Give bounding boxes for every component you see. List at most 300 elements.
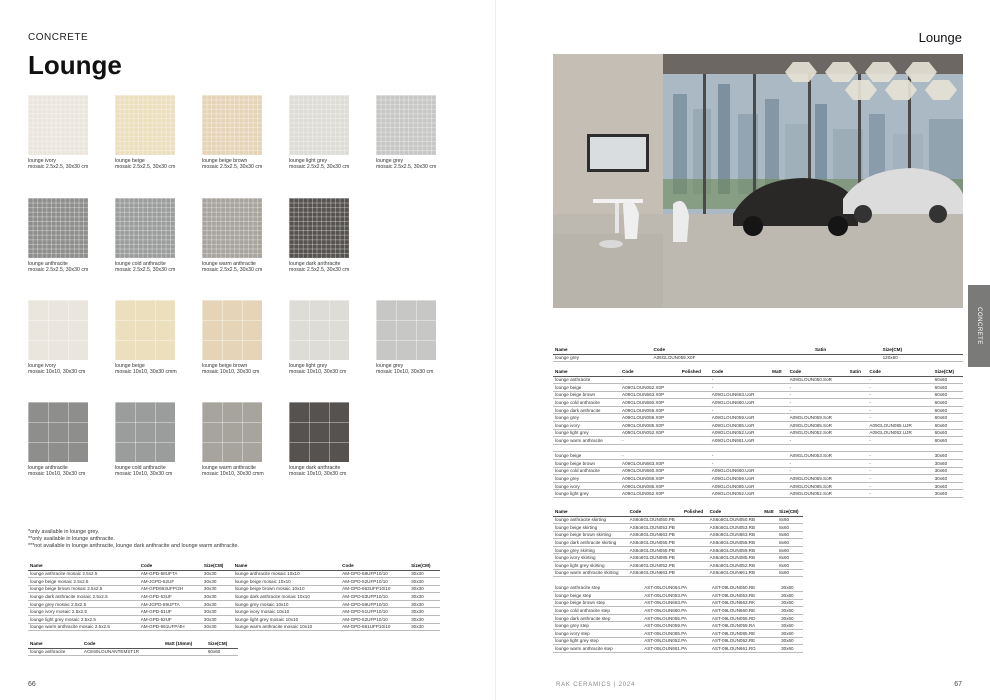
table-cell: 30x30 bbox=[202, 585, 233, 593]
table-cell: A09GLOUN052.UoR bbox=[710, 490, 770, 498]
table-cell bbox=[680, 437, 710, 445]
table-cell bbox=[762, 546, 777, 554]
table-cell: lounge anthracite bbox=[28, 648, 82, 656]
table-cell: - bbox=[788, 467, 848, 475]
table-cell: 8x60 bbox=[777, 524, 803, 532]
tile-swatch bbox=[202, 402, 262, 462]
table-row bbox=[553, 592, 803, 600]
table-row bbox=[553, 524, 803, 532]
table-cell: AS6o8GLOUN053.RB bbox=[708, 524, 763, 532]
table-cell bbox=[680, 391, 710, 399]
table-cell bbox=[762, 562, 777, 570]
table-cell: A09GLOUN059.UoR bbox=[710, 414, 770, 422]
table-cell: lounge grey skirting bbox=[553, 546, 628, 554]
table-cell: 60x60 bbox=[933, 414, 963, 422]
table-cell: - bbox=[788, 437, 848, 445]
table-cell: AST-09LOUN085.RE bbox=[710, 630, 779, 638]
table-cell bbox=[848, 376, 868, 384]
table-cell: 30x60 bbox=[779, 637, 803, 645]
table-cell bbox=[762, 516, 777, 524]
table-cell: AST-09LOUN052.PA bbox=[642, 637, 710, 645]
table-cell: lounge beige brown mosaic 2.5x2.5 bbox=[28, 585, 139, 593]
table-cell: 30x30 bbox=[409, 600, 440, 608]
table-row bbox=[553, 637, 803, 645]
table-cell bbox=[848, 452, 868, 460]
table-row bbox=[553, 482, 963, 490]
table-cell: 30x30 bbox=[202, 608, 233, 616]
table-header-cell: Matt (15mm) bbox=[163, 640, 206, 648]
table-cell: 30x60 bbox=[933, 452, 963, 460]
table-cell bbox=[770, 460, 787, 468]
tile-label-size: mosaic 10x10, 30x30 cm bbox=[115, 471, 173, 478]
tile-label-size: mosaic 2.5x2.5, 30x30 cm bbox=[376, 164, 437, 171]
table-cell bbox=[680, 452, 710, 460]
table-cell: - bbox=[867, 467, 927, 475]
table-header-cell: Size(CM) bbox=[933, 368, 963, 376]
tile-label bbox=[115, 158, 200, 170]
tile-label-size: mosaic 10x10, 30x30 cmm bbox=[115, 369, 177, 376]
table-cell bbox=[867, 354, 881, 362]
table-cell bbox=[848, 482, 868, 490]
table-cell: - bbox=[867, 384, 927, 392]
table-cell: A09GLOUN085.UJR bbox=[867, 422, 927, 430]
note-3: ***not available in lounge anthracite, lounge dark anthracite and lounge warm anthracite. bbox=[28, 543, 239, 549]
tile-label-name: lounge grey bbox=[376, 158, 404, 164]
satin-code-table bbox=[553, 346, 963, 362]
table-cell: - bbox=[867, 460, 927, 468]
tile-swatch bbox=[376, 95, 436, 155]
tile-label-name: lounge cold anthracite bbox=[115, 261, 166, 267]
table-cell bbox=[680, 384, 710, 392]
side-tab-label: CONCRETE bbox=[976, 307, 982, 345]
table-row bbox=[553, 614, 803, 622]
table-cell: AST-09LOUN050.RE bbox=[710, 584, 779, 592]
table-cell: AST-09LOUN660.RE bbox=[710, 607, 779, 615]
table-cell bbox=[762, 569, 777, 577]
tile-swatch bbox=[115, 95, 175, 155]
table-cell bbox=[848, 467, 868, 475]
table-cell: lounge ivory bbox=[553, 482, 620, 490]
tile-label-size: mosaic 2.5x2.5, 30x30 cm bbox=[202, 267, 263, 274]
table-header-cell: Satin bbox=[813, 346, 867, 354]
table-cell: lounge beige skirting bbox=[553, 524, 628, 532]
table-row bbox=[28, 616, 440, 624]
table-cell bbox=[770, 406, 787, 414]
table-cell: lounge beige brown bbox=[553, 391, 620, 399]
table-cell: AM-GPD-51UF bbox=[139, 608, 202, 616]
table-cell bbox=[813, 354, 867, 362]
table-cell: lounge grey mosaic 10x10 bbox=[233, 600, 340, 608]
table-cell: A09GLOUN052.SoR bbox=[788, 429, 848, 437]
table-cell bbox=[770, 482, 787, 490]
table-cell: A09GLOUN052.UoR bbox=[710, 429, 770, 437]
table-row bbox=[553, 444, 963, 452]
table-row bbox=[553, 475, 963, 483]
table-cell: - bbox=[788, 406, 848, 414]
table-cell: - bbox=[620, 376, 680, 384]
table-row bbox=[553, 645, 803, 653]
table-header-cell: Name bbox=[553, 368, 620, 376]
table-cell: AST-09LOUN052.RE bbox=[710, 637, 779, 645]
tile-label-size: mosaic 10x10, 30x30 cm bbox=[202, 369, 260, 376]
table-cell: AM-GPD-58UFTA bbox=[139, 570, 202, 578]
tile-label bbox=[289, 465, 374, 477]
tile-label-name: lounge anthracite bbox=[28, 261, 68, 267]
table-cell: - bbox=[867, 406, 927, 414]
table-cell: lounge grey bbox=[553, 354, 652, 362]
table-cell bbox=[682, 569, 708, 577]
table-cell bbox=[680, 467, 710, 475]
table-cell bbox=[848, 384, 868, 392]
table-cell bbox=[770, 452, 787, 460]
table-cell: lounge cold anthracite bbox=[553, 467, 620, 475]
table-row bbox=[553, 490, 963, 498]
table-row bbox=[553, 546, 803, 554]
step-code-table bbox=[553, 584, 803, 653]
table-cell: A09GLOUN085.X0P bbox=[620, 482, 680, 490]
table-cell: lounge anthracite bbox=[553, 376, 620, 384]
table-header-cell: Size(CM) bbox=[202, 562, 233, 570]
table-cell: 60x60 bbox=[933, 376, 963, 384]
table-header-row bbox=[28, 640, 238, 648]
table-cell: 30x60 bbox=[779, 645, 803, 653]
table-cell: 30x30 bbox=[202, 600, 233, 608]
table-cell: - bbox=[710, 452, 770, 460]
tile-label-size: mosaic 2.5x2.5, 30x30 cm bbox=[115, 164, 176, 171]
table-cell: A09GLOUN660.UoR bbox=[710, 467, 770, 475]
table-cell: AS6o8GLOUN663.PB bbox=[628, 531, 682, 539]
table-cell bbox=[682, 562, 708, 570]
table-row bbox=[553, 429, 963, 437]
table-cell: 60x60 bbox=[933, 391, 963, 399]
page-number-left: 66 bbox=[28, 681, 36, 688]
table-cell bbox=[620, 444, 680, 452]
table-cell bbox=[682, 531, 708, 539]
table-row bbox=[28, 608, 440, 616]
tile-label-size: mosaic 2.5x2.5, 30x30 cm bbox=[289, 164, 350, 171]
tile-label bbox=[376, 363, 461, 375]
table-header-cell: Satin bbox=[848, 368, 868, 376]
table-cell: AST-09LOUN663.RK bbox=[710, 599, 779, 607]
table-cell: 8x60 bbox=[777, 531, 803, 539]
tile-label bbox=[28, 363, 113, 375]
table-header-cell: Size(CM) bbox=[206, 640, 238, 648]
table-row bbox=[553, 531, 803, 539]
table-row bbox=[28, 570, 440, 578]
table-cell bbox=[848, 399, 868, 407]
table-cell bbox=[848, 422, 868, 430]
table-cell bbox=[770, 437, 787, 445]
table-header-cell: Code bbox=[628, 508, 682, 516]
table-header-cell: Code bbox=[652, 346, 813, 354]
table-cell: lounge dark anthracite mosaic 10x10 bbox=[233, 593, 340, 601]
tile-label-size: mosaic 10x10, 30x30 cm bbox=[28, 471, 86, 478]
tile-label-size: mosaic 2.5x2.5, 30x30 cm bbox=[289, 267, 350, 274]
table-cell: A09GLOUN059.SoR bbox=[788, 414, 848, 422]
table-cell: A09GLOUN052.X0P bbox=[620, 384, 680, 392]
table-cell bbox=[762, 524, 777, 532]
table-cell bbox=[710, 444, 770, 452]
tile-swatch bbox=[115, 300, 175, 360]
table-cell: AS6o8GLOUN059.RB bbox=[708, 546, 763, 554]
table-cell: lounge light grey step bbox=[553, 637, 642, 645]
table-cell: AS6o8GLOUN661.RB bbox=[708, 569, 763, 577]
table-cell: lounge beige brown skirting bbox=[553, 531, 628, 539]
table-row bbox=[28, 600, 440, 608]
table-row bbox=[553, 354, 963, 362]
table-cell bbox=[762, 531, 777, 539]
table-cell: - bbox=[867, 482, 927, 490]
table-cell: lounge cold anthracite step bbox=[553, 607, 642, 615]
table-header-row bbox=[28, 562, 440, 570]
table-header-row bbox=[553, 508, 803, 516]
table-header-cell: Name bbox=[28, 640, 82, 648]
table-cell: AM-GPD-52UF bbox=[139, 616, 202, 624]
table-cell: 30x30 bbox=[409, 593, 440, 601]
table-cell: 30x60 bbox=[779, 592, 803, 600]
table-cell bbox=[848, 414, 868, 422]
table-cell: - bbox=[867, 414, 927, 422]
tile-label bbox=[115, 261, 200, 273]
showroom-photo-illustration bbox=[553, 54, 963, 308]
table-cell: A09GLOUN085.SoR bbox=[788, 482, 848, 490]
table-cell bbox=[680, 406, 710, 414]
table-cell: lounge warm anthracite skirting bbox=[553, 569, 628, 577]
table-cell: AST-09LOUN661.PA bbox=[642, 645, 710, 653]
table-cell: A09GLOUN660.UoR bbox=[710, 399, 770, 407]
table-cell: AS6o8GLOUN050.RB bbox=[708, 516, 763, 524]
table-header-row bbox=[553, 346, 963, 354]
tile-label-name: lounge beige brown bbox=[202, 158, 248, 164]
table-cell: AST-09LOUN661.RG bbox=[710, 645, 779, 653]
table-cell: lounge light grey mosaic 10x10 bbox=[233, 616, 340, 624]
table-cell: lounge beige bbox=[553, 452, 620, 460]
tile-swatch bbox=[289, 300, 349, 360]
table-cell: A09GLOUN052.X0P bbox=[620, 490, 680, 498]
table-cell bbox=[682, 554, 708, 562]
table-row bbox=[553, 422, 963, 430]
table-cell: - bbox=[788, 460, 848, 468]
tile-label-name: lounge dark anthracite bbox=[289, 261, 341, 267]
table-row bbox=[28, 623, 440, 631]
table-row bbox=[553, 584, 803, 592]
tile-swatch bbox=[289, 198, 349, 258]
table-cell: lounge grey step bbox=[553, 622, 642, 630]
table-cell: AM-JGPD-59UFTA bbox=[139, 600, 202, 608]
table-cell: 8x60 bbox=[777, 546, 803, 554]
table-cell bbox=[680, 422, 710, 430]
tile-swatch bbox=[289, 402, 349, 462]
table-cell: AM-GPD-53UFP10/10 bbox=[340, 593, 409, 601]
table-cell bbox=[788, 444, 848, 452]
table-cell: - bbox=[867, 376, 927, 384]
table-row bbox=[553, 391, 963, 399]
table-header-cell: Code bbox=[867, 368, 927, 376]
table-row bbox=[553, 539, 803, 547]
tile-label bbox=[202, 261, 287, 273]
table-cell bbox=[770, 490, 787, 498]
table-header-cell: Code bbox=[82, 640, 163, 648]
tile-swatch bbox=[202, 198, 262, 258]
tile-label-name: lounge beige bbox=[115, 158, 145, 164]
table-row bbox=[28, 578, 440, 586]
table-cell: A09GLOUN052.UJR bbox=[867, 429, 927, 437]
table-cell: - bbox=[620, 452, 680, 460]
table-cell: 8x60 bbox=[777, 569, 803, 577]
table-cell: A09GLOUN052.SoR bbox=[788, 490, 848, 498]
right-page-title: Lounge bbox=[918, 30, 962, 45]
table-cell: AST-09LOUN059.RA bbox=[710, 622, 779, 630]
table-cell: AS6o8GLOUN085.PB bbox=[628, 554, 682, 562]
table-cell: - bbox=[867, 391, 927, 399]
table-cell: - bbox=[710, 376, 770, 384]
table-cell bbox=[770, 399, 787, 407]
table-cell: AST-09LOUN085.PA bbox=[642, 630, 710, 638]
table-cell: A09GLOUN085.UoR bbox=[710, 422, 770, 430]
table-cell bbox=[682, 546, 708, 554]
table-cell: 60x60 bbox=[933, 384, 963, 392]
table-header-cell bbox=[867, 346, 881, 354]
table-row bbox=[553, 599, 803, 607]
table-cell: AM-GPD-661UFP10/10 bbox=[340, 623, 409, 631]
table-cell: lounge grey mosaic 2.5x2.5 bbox=[28, 600, 139, 608]
table-cell: 30x30 bbox=[409, 578, 440, 586]
table-cell bbox=[680, 444, 710, 452]
table-header-cell: Polished bbox=[682, 508, 708, 516]
table-row bbox=[553, 630, 803, 638]
table-cell: lounge ivory mosaic 10x10 bbox=[233, 608, 340, 616]
table-cell: lounge anthracite skirting bbox=[553, 516, 628, 524]
table-cell: 30x30 bbox=[202, 570, 233, 578]
table-cell: AST-09LOUN059.PA bbox=[642, 622, 710, 630]
tile-swatch bbox=[28, 402, 88, 462]
table-cell: lounge dark anthracite skirting bbox=[553, 539, 628, 547]
table-cell: lounge ivory bbox=[553, 422, 620, 430]
table-cell: - bbox=[620, 437, 680, 445]
table-cell: lounge ivory mosaic 2.5x2.5 bbox=[28, 608, 139, 616]
footer-brand: RAK CERAMICS | 2024 bbox=[556, 682, 636, 688]
table-row bbox=[553, 437, 963, 445]
table-cell: 30x60 bbox=[933, 460, 963, 468]
availability-notes bbox=[28, 529, 239, 550]
table-cell: lounge dark anthracite step bbox=[553, 614, 642, 622]
table-cell: AM-GPD-58UFP10/10 bbox=[340, 570, 409, 578]
tile-label-name: lounge grey bbox=[376, 363, 404, 369]
table-cell: lounge light grey bbox=[553, 490, 620, 498]
tile-label bbox=[115, 363, 200, 375]
table-row bbox=[553, 554, 803, 562]
tile-swatch bbox=[202, 300, 262, 360]
table-cell: AS6o8GLOUN050.PB bbox=[628, 516, 682, 524]
table-cell: AS6o8GLOUN053.PB bbox=[628, 524, 682, 532]
table-cell: 30x30 bbox=[409, 623, 440, 631]
table-cell: AST-09LOUN055.PA bbox=[642, 614, 710, 622]
table-cell: 30x30 bbox=[409, 585, 440, 593]
table-cell: 30x30 bbox=[202, 593, 233, 601]
table-cell: A06GLOUN059.X0F bbox=[652, 354, 813, 362]
table-header-cell: Code bbox=[340, 562, 409, 570]
note-1: *only available in lounge grey. bbox=[28, 529, 100, 535]
skirting-code-table bbox=[553, 508, 803, 577]
table-header-cell: Code bbox=[710, 368, 770, 376]
note-2: **only available in lounge anthracite. bbox=[28, 536, 115, 542]
table-row bbox=[553, 569, 803, 577]
table-cell: A09GLOUN059.UoR bbox=[710, 475, 770, 483]
table-cell: 30x30 bbox=[409, 616, 440, 624]
tile-label-name: lounge beige brown bbox=[202, 363, 248, 369]
table-cell: 8x60 bbox=[777, 562, 803, 570]
table-cell: 8x60 bbox=[777, 554, 803, 562]
table-row bbox=[553, 467, 963, 475]
tile-label-name: lounge warm anthracite bbox=[202, 261, 256, 267]
table-cell: AM-GPD-53UF bbox=[139, 593, 202, 601]
table-cell: AM-GPD-52UFP10/10 bbox=[340, 578, 409, 586]
table-cell: 30x30 bbox=[409, 608, 440, 616]
table-cell: lounge beige mosaic 2.5x2.5 bbox=[28, 578, 139, 586]
table-cell bbox=[163, 648, 206, 656]
table-row bbox=[553, 414, 963, 422]
tile-label bbox=[202, 363, 287, 375]
tile-label bbox=[28, 465, 113, 477]
table-cell: - bbox=[867, 452, 927, 460]
table-cell: lounge cold anthracite bbox=[553, 399, 620, 407]
table-cell: lounge grey bbox=[553, 475, 620, 483]
table-cell bbox=[680, 399, 710, 407]
table-cell bbox=[553, 444, 620, 452]
table-cell: A09GLOUN085.UoR bbox=[710, 482, 770, 490]
table-cell: lounge beige bbox=[553, 384, 620, 392]
table-cell: AST-09LOUN660.PA bbox=[642, 607, 710, 615]
table-cell: 30x30 bbox=[202, 623, 233, 631]
tile-label-name: lounge ivory bbox=[28, 363, 56, 369]
table-cell bbox=[770, 467, 787, 475]
table-header-cell: Name bbox=[553, 508, 628, 516]
table-cell bbox=[680, 429, 710, 437]
page-title: Lounge bbox=[28, 50, 122, 80]
table-cell: A09GLOUN085.X0P bbox=[620, 422, 680, 430]
table-header-cell: Name bbox=[28, 562, 139, 570]
table-cell: lounge beige step bbox=[553, 592, 642, 600]
table-header-cell: Size(CM) bbox=[409, 562, 440, 570]
table-cell bbox=[770, 391, 787, 399]
table-row bbox=[553, 460, 963, 468]
table-row bbox=[553, 516, 803, 524]
table-cell: AM-GPD-59UFP10/10 bbox=[340, 600, 409, 608]
tile-label bbox=[202, 158, 287, 170]
table-header-cell: Name bbox=[553, 346, 652, 354]
tile-label-size: mosaic 2.5x2.5, 30x30 cm bbox=[28, 267, 89, 274]
table-cell: - bbox=[867, 399, 927, 407]
table-cell: A09GLOUN663.X0P bbox=[620, 460, 680, 468]
tile-swatch bbox=[115, 402, 175, 462]
table-cell: lounge warm anthracite mosaic 2.5x2.5 bbox=[28, 623, 139, 631]
table-cell bbox=[848, 460, 868, 468]
tile-label-size: mosaic 10x10, 30x30 cm bbox=[28, 369, 86, 376]
table-cell: lounge dark anthracite bbox=[553, 406, 620, 414]
table-cell: AS6o8GLOUN055.RB bbox=[708, 539, 763, 547]
table-cell: ACE60LOUNANTEMST1R bbox=[82, 648, 163, 656]
table-header-cell: Code bbox=[620, 368, 680, 376]
tile-label-name: lounge beige bbox=[115, 363, 145, 369]
table-row bbox=[553, 399, 963, 407]
table-header-cell: Size(CM) bbox=[881, 346, 963, 354]
table-cell: 60x60 bbox=[933, 422, 963, 430]
table-cell: - bbox=[710, 406, 770, 414]
table-cell: 30x30 bbox=[202, 578, 233, 586]
table-cell: A09GLOUN663.X0P bbox=[620, 391, 680, 399]
tile-label-name: lounge dark anthracite bbox=[289, 465, 341, 471]
table-cell: 60x60 bbox=[933, 406, 963, 414]
